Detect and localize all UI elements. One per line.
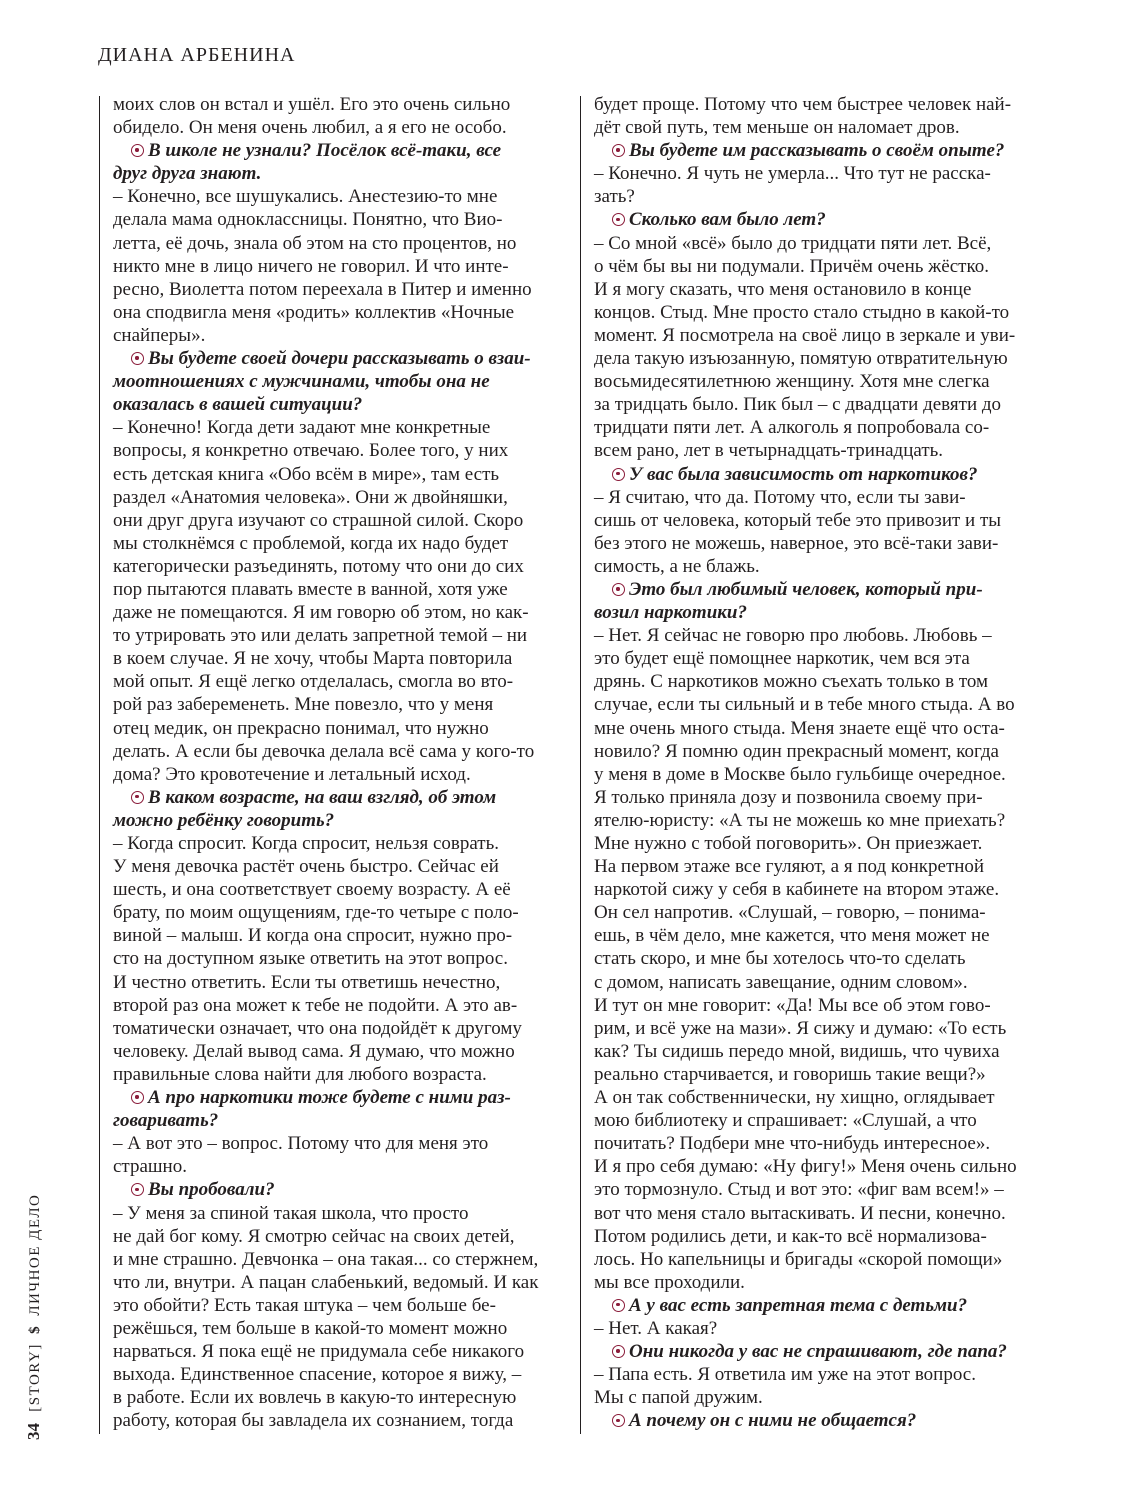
text-line — [113, 185, 565, 208]
text-line-content: возил наркотики? — [594, 602, 747, 624]
text-line-content: они друг друга изучают со страшной силой. Скоро — [113, 509, 524, 531]
text-line — [594, 439, 1046, 462]
text-line-content: дела такую изъюзанную, помятую отвратительную — [594, 348, 1008, 370]
interview-question — [594, 1409, 1046, 1432]
text-line — [594, 763, 1046, 786]
text-line — [113, 1225, 565, 1248]
text-line-content: это тормознуло. Стыд и вот это: «фиг вам всем!» – — [594, 1179, 1004, 1201]
text-line — [113, 1317, 565, 1340]
text-line — [594, 1202, 1046, 1225]
interview-question — [594, 208, 1046, 231]
text-line-content: о чём бы вы ни подумали. Причём очень жёстко. — [594, 255, 989, 277]
interview-answer — [594, 232, 1046, 463]
text-line — [113, 232, 565, 255]
text-line-content: случае, если ты сильный и в тебе много стыда. А во — [594, 694, 1015, 716]
text-line — [594, 1340, 1046, 1363]
text-line-content: – У меня за спиной такая школа, что просто — [113, 1202, 469, 1224]
text-line — [594, 370, 1046, 393]
text-line-content: никто мне в лицо ничего не говорил. И что инте- — [113, 255, 509, 277]
text-line-content: шесть, и она соответствует своему возрасту. А её — [113, 879, 511, 901]
text-line — [594, 878, 1046, 901]
text-line — [113, 947, 565, 970]
text-line-content: это будет ещё помощнее наркотик, чем вся эта — [594, 648, 970, 670]
text-line — [113, 1155, 565, 1178]
text-line-content: ресно, Виолетта потом переехала в Питер и именно — [113, 278, 532, 300]
text-line-content: мне очень много стыда. Меня знаете ещё что оста- — [594, 717, 1005, 739]
text-line-content: На первом этаже все гуляют, а я под конкретной — [594, 856, 985, 878]
text-line-content: У меня девочка растёт очень быстро. Сейчас ей — [113, 856, 499, 878]
text-line — [594, 601, 1046, 624]
interview-answer — [594, 1363, 1046, 1409]
text-line-content: брату, по моим ощущениям, где-то четыре с поло- — [113, 902, 519, 924]
text-line-content: А он так собственнически, ну хищно, оглядывает — [594, 1087, 995, 1109]
interview-question — [594, 1294, 1046, 1317]
text-line — [113, 809, 565, 832]
interview-answer — [594, 162, 1046, 208]
text-line-content: наркотой сижу у себя в кабинете на втором этаже. — [594, 879, 1000, 901]
text-line-content: концов. Стыд. Мне просто стало стыдно в какой-то — [594, 301, 1010, 323]
text-line — [113, 1063, 565, 1086]
text-line-content: Он сел напротив. «Слушай, – говорю, – понима- — [594, 902, 986, 924]
text-line — [594, 994, 1046, 1017]
text-line-content: Я только приняла дозу и позвонила своему при- — [594, 786, 983, 808]
text-line — [113, 647, 565, 670]
text-line — [113, 578, 565, 601]
text-line-content: дрянь. С наркотиков можно съехать только в том — [594, 671, 989, 693]
text-line-content: будет проще. Потому что чем быстрее человек най- — [594, 94, 1012, 115]
text-line-content: за тридцать было. Пик был – с двадцати девяти до — [594, 394, 1002, 416]
text-line — [113, 486, 565, 509]
text-line — [594, 278, 1046, 301]
text-line-content: вопросы, я конкретно отвечаю. Более того, у них — [113, 440, 509, 462]
text-line — [594, 832, 1046, 855]
text-line — [594, 1178, 1046, 1201]
text-line — [113, 439, 565, 462]
text-line-content: даже не помещаются. Я им говорю об этом, но как- — [113, 602, 529, 624]
page-sidebar — [24, 1194, 44, 1440]
text-line-content: В школе не узнали? Посёлок всё-таки, все — [148, 140, 502, 162]
text-line — [594, 232, 1046, 255]
interview-answer — [594, 486, 1046, 578]
interview-question — [113, 139, 565, 185]
text-line — [594, 1086, 1046, 1109]
text-line-content: с домом, написать завещание, одним словом». — [594, 971, 968, 993]
text-line — [594, 1040, 1046, 1063]
text-line — [594, 670, 1046, 693]
text-line — [594, 1109, 1046, 1132]
text-line-content: В каком возрасте, на ваш взгляд, об этом — [148, 786, 497, 808]
text-line-content: дёт свой путь, тем меньше он наломает дров. — [594, 117, 960, 139]
interview-answer — [113, 93, 565, 139]
text-line-content: дома? Это кровотечение и летальный исход. — [113, 763, 471, 785]
text-line — [113, 1109, 565, 1132]
text-line-content: Они никогда у вас не спрашивают, где папа? — [629, 1341, 1007, 1363]
text-line-content: Вы будете им рассказывать о своём опыте? — [629, 140, 1005, 162]
text-line — [594, 1155, 1046, 1178]
text-line — [113, 1271, 565, 1294]
text-line — [113, 1017, 565, 1040]
text-line-content: – Когда спросит. Когда спросит, нельзя соврать. — [113, 833, 500, 854]
text-line-content: в коем случае. Я не хочу, чтобы Марта повторила — [113, 648, 513, 670]
interview-answer — [113, 1132, 565, 1178]
interview-answer — [113, 185, 565, 347]
text-line-content: Вы пробовали? — [148, 1179, 275, 1201]
interview-question — [594, 1340, 1046, 1363]
text-line-content: и мне страшно. Девчонка – она такая... со стержнем, — [113, 1248, 539, 1270]
text-line — [113, 393, 565, 416]
text-line — [113, 301, 565, 324]
text-line-content: Это был любимый человек, который при- — [629, 578, 983, 600]
text-line-content: новило? Я помню один прекрасный момент, когда — [594, 740, 999, 762]
text-line-content: И честно ответить. Если ты ответишь нечестно, — [113, 971, 501, 993]
text-line — [594, 393, 1046, 416]
text-line-content: – Нет. А какая? — [594, 1317, 718, 1339]
text-line-content: нарваться. Я пока ещё не придумала себе никакого — [113, 1341, 525, 1363]
text-line — [113, 1340, 565, 1363]
section-label: [STORY] — [27, 1343, 43, 1412]
text-line — [594, 786, 1046, 809]
text-line — [113, 855, 565, 878]
text-line — [113, 971, 565, 994]
text-line — [594, 855, 1046, 878]
text-line — [594, 208, 1046, 231]
text-line — [113, 1132, 565, 1155]
text-line — [113, 1363, 565, 1386]
text-line-content: виной – малыш. И когда она спросит, нужно про- — [113, 925, 513, 947]
text-line — [594, 971, 1046, 994]
interview-answer — [594, 1317, 1046, 1340]
text-line — [113, 116, 565, 139]
text-line — [594, 162, 1046, 185]
rubric-label: ЛИЧНОЕ ДЕЛО — [27, 1193, 43, 1316]
text-line — [113, 463, 565, 486]
text-line-content: И я могу сказать, что меня остановило в конце — [594, 278, 972, 300]
text-line-content: говаривать? — [113, 1110, 219, 1132]
text-line — [113, 1086, 565, 1109]
text-line-content: работу, которая бы завладела их сознанием, тогда — [113, 1410, 514, 1432]
interview-question — [113, 1086, 565, 1132]
text-line-content: категорически разъединять, потому что они до сих — [113, 555, 524, 577]
question-bullet-icon — [131, 1183, 144, 1196]
text-line-content: – Папа есть. Я ответила им уже на этот вопрос. — [594, 1364, 976, 1386]
text-line — [594, 924, 1046, 947]
page-number: 34 — [24, 1423, 43, 1440]
text-line — [594, 947, 1046, 970]
text-line-content: лось. Но капельницы и бригады «скорой помощи» — [594, 1248, 1003, 1270]
text-line — [113, 208, 565, 231]
text-line — [113, 901, 565, 924]
text-line — [113, 278, 565, 301]
text-line-content: друг друга знают. — [113, 163, 262, 185]
text-line — [594, 1271, 1046, 1294]
text-line-content: – Конечно, все шушукались. Анестезию-то мне — [113, 186, 498, 208]
text-line — [594, 301, 1046, 324]
text-line — [113, 93, 565, 116]
text-line — [113, 255, 565, 278]
text-line — [594, 1409, 1046, 1432]
text-line-content: летта, её дочь, знала об этом на сто процентов, но — [113, 232, 517, 254]
text-line — [113, 786, 565, 809]
text-line — [113, 139, 565, 162]
text-line-content: мы все проходили. — [594, 1271, 745, 1293]
question-bullet-icon — [612, 1345, 625, 1358]
text-line — [113, 1040, 565, 1063]
text-line — [594, 1017, 1046, 1040]
text-line-content: в работе. Если их вовлечь в какую-то интересную — [113, 1387, 517, 1409]
interview-question — [113, 1178, 565, 1201]
text-line — [594, 901, 1046, 924]
right-text-column — [594, 93, 1046, 1432]
separator-glyph: $ — [27, 1324, 43, 1334]
text-line-content: ешь, в чём дело, мне кажется, что меня может не — [594, 925, 990, 947]
text-line-content: – Я считаю, что да. Потому что, если ты зави- — [594, 486, 966, 508]
text-line — [594, 555, 1046, 578]
column-divider-rule — [580, 96, 581, 1434]
text-line — [113, 1386, 565, 1409]
left-text-column — [113, 93, 565, 1432]
text-line-content: выхода. Единственное спасение, которое я вижу, – — [113, 1364, 522, 1386]
text-line — [113, 924, 565, 947]
text-line-content: как? Ты сидишь передо мной, видишь, что чувиха — [594, 1040, 1000, 1062]
text-line — [113, 763, 565, 786]
text-line-content: восьмидесятилетнюю женщину. Хотя мне слегка — [594, 371, 990, 393]
text-line-content: раздел «Анатомия человека». Они ж двойняшки, — [113, 486, 508, 508]
text-line-content: – А вот это – вопрос. Потому что для меня это — [113, 1133, 489, 1155]
text-line-content: вот что меня стало вытаскивать. И песни, конечно. — [594, 1202, 1006, 1224]
question-bullet-icon — [612, 468, 625, 481]
text-line-content: Мне нужно с тобой поговорить». Он приезжает. — [594, 833, 983, 854]
text-line — [113, 1409, 565, 1432]
interview-answer — [594, 93, 1046, 139]
text-line — [113, 1294, 565, 1317]
text-line — [594, 693, 1046, 716]
question-bullet-icon — [131, 791, 144, 804]
text-line-content: А почему он с ними не общается? — [629, 1410, 917, 1432]
question-bullet-icon — [612, 583, 625, 596]
text-line-content: делала мама одноклассницы. Понятно, что Вио- — [113, 209, 503, 231]
text-line-content: режёшься, тем больше в какой-то момент можно — [113, 1317, 508, 1339]
left-column-rule — [99, 96, 100, 1434]
text-line-content: второй раз она может к тебе не подойти. А это ав- — [113, 994, 518, 1016]
text-line — [594, 647, 1046, 670]
text-line-content: она сподвигла меня «родить» коллектив «Ночные — [113, 301, 515, 323]
text-line-content: А про наркотики тоже будете с ними раз- — [148, 1087, 511, 1109]
text-line-content: Сколько вам было лет? — [629, 209, 826, 231]
interview-question — [594, 578, 1046, 624]
text-line — [594, 624, 1046, 647]
interview-question — [594, 463, 1046, 486]
question-bullet-icon — [612, 1414, 625, 1427]
text-line-content: тридцати пяти лет. А алкоголь я попробовала со- — [594, 417, 990, 439]
text-line-content: мою библиотеку и спрашивает: «Слушай, а что — [594, 1110, 977, 1132]
question-bullet-icon — [131, 1091, 144, 1104]
text-line-content: моих слов он встал и ушёл. Его это очень сильно — [113, 94, 511, 115]
text-line-content: мы столкнёмся с проблемой, когда их надо будет — [113, 532, 509, 554]
text-line-content: ятелю-юристу: «А ты не можешь ко мне приехать? — [594, 809, 1006, 831]
text-line — [594, 1225, 1046, 1248]
text-line-content: Мы с папой дружим. — [594, 1387, 763, 1409]
text-line — [113, 416, 565, 439]
interview-answer — [113, 1202, 565, 1433]
text-line — [594, 1248, 1046, 1271]
text-line-content: обидело. Он меня очень любил, а я его не особо. — [113, 117, 507, 139]
text-line — [594, 139, 1046, 162]
text-line-content: у меня в доме в Москве было гульбище очередное. — [594, 763, 1006, 785]
text-line — [594, 809, 1046, 832]
text-line — [594, 717, 1046, 740]
text-line-content: сишь от человека, который тебе это привозит и ты — [594, 509, 1002, 531]
text-line — [113, 693, 565, 716]
text-line-content: зать? — [594, 186, 635, 208]
text-line-content: – Со мной «всё» было до тридцати пяти лет. Всё, — [594, 232, 992, 254]
text-line-content: – Конечно. Я чуть не умерла... Что тут не расска- — [594, 163, 991, 185]
text-line — [594, 578, 1046, 601]
text-line-content: рой раз забеременеть. Мне повезло, что у меня — [113, 694, 494, 716]
text-line-content: А у вас есть запретная тема с детьми? — [629, 1294, 968, 1316]
text-line-content: момент. Я посмотрела на своё лицо в зеркале и уви- — [594, 324, 1016, 346]
text-line-content: не дай бог кому. Я смотрю сейчас на своих детей, — [113, 1225, 515, 1247]
text-line — [113, 509, 565, 532]
text-line-content: есть детская книга «Обо всём в мире», там есть — [113, 463, 500, 485]
text-line-content: стать скоро, и мне бы хотелось что-то сделать — [594, 948, 966, 970]
text-line — [594, 1294, 1046, 1317]
text-line-content: И я про себя думаю: «Ну фигу!» Меня очень сильно — [594, 1156, 1017, 1178]
text-line — [113, 347, 565, 370]
text-line-content: человеку. Делай вывод сама. Я думаю, что можно — [113, 1040, 515, 1062]
text-line-content: страшно. — [113, 1156, 187, 1178]
text-line — [113, 1248, 565, 1271]
text-line — [594, 93, 1046, 116]
interview-question — [594, 139, 1046, 162]
text-line-content: моотношениях с мужчинами, чтобы она не — [113, 371, 490, 393]
text-line — [594, 1363, 1046, 1386]
text-line-content: что ли, внутри. А пацан слабенький, ведомый. И как — [113, 1271, 539, 1293]
text-line — [113, 555, 565, 578]
text-line — [594, 486, 1046, 509]
text-line-content: делать. А если бы девочка делала всё сама у кого-то — [113, 740, 535, 762]
text-line-content: И тут он мне говорит: «Да! Мы все об этом гово- — [594, 994, 991, 1016]
text-line — [594, 509, 1046, 532]
text-line — [113, 370, 565, 393]
text-line — [113, 740, 565, 763]
text-line-content: без этого не можешь, наверное, это всё-таки зави- — [594, 532, 999, 554]
text-line-content: – Конечно! Когда дети задают мне конкретные — [113, 417, 491, 439]
question-bullet-icon — [612, 144, 625, 157]
text-line-content: Потом родились дети, и как-то всё нормализова- — [594, 1225, 987, 1247]
text-line-content: почитать? Подбери мне что-нибудь интересное». — [594, 1133, 991, 1155]
text-line — [113, 717, 565, 740]
text-line — [113, 878, 565, 901]
interview-answer — [113, 416, 565, 786]
text-line — [113, 324, 565, 347]
text-line — [113, 670, 565, 693]
text-line-content: оказалась в вашей ситуации? — [113, 394, 363, 416]
text-line-content: мой опыт. Я ещё легко отделалась, смогла во вто- — [113, 671, 514, 693]
text-line — [113, 601, 565, 624]
interview-answer — [113, 832, 565, 1086]
text-line-content: можно ребёнку говорить? — [113, 809, 335, 831]
text-line — [594, 255, 1046, 278]
text-line-content: пор пытаются плавать вместе в ванной, хотя уже — [113, 578, 508, 600]
text-line-content: У вас была зависимость от наркотиков? — [629, 463, 978, 485]
text-line — [113, 994, 565, 1017]
text-line — [113, 1178, 565, 1201]
text-line — [594, 1386, 1046, 1409]
text-line-content: правильные слова найти для любого возраста. — [113, 1063, 487, 1085]
text-line — [594, 347, 1046, 370]
text-line — [594, 532, 1046, 555]
text-line — [113, 162, 565, 185]
article-header: ДИАНА АРБЕНИНА — [98, 44, 296, 66]
interview-question — [113, 786, 565, 832]
text-line-content: Вы будете своей дочери рассказывать о взаи- — [148, 348, 531, 370]
text-line — [594, 416, 1046, 439]
text-line — [594, 1132, 1046, 1155]
text-line-content: сто на доступном языке ответить на этот вопрос. — [113, 948, 508, 970]
text-line-content: снайперы». — [113, 324, 206, 346]
text-line — [594, 1317, 1046, 1340]
interview-answer — [594, 624, 1046, 1294]
text-line — [594, 740, 1046, 763]
text-line — [594, 324, 1046, 347]
text-line-content: рим, и всё уже на мази». Я сижу и думаю: «То есть — [594, 1017, 1007, 1039]
text-line — [113, 1202, 565, 1225]
question-bullet-icon — [131, 352, 144, 365]
text-line — [113, 624, 565, 647]
text-line — [113, 532, 565, 555]
text-line-content: всем рано, лет в четырнадцать-тринадцать. — [594, 440, 944, 462]
interview-question — [113, 347, 565, 416]
text-line-content: отец медик, он прекрасно понимал, что нужно — [113, 717, 489, 739]
text-line-content: то утрировать это или делать запретной темой – ни — [113, 625, 528, 647]
text-line — [594, 463, 1046, 486]
text-line — [594, 1063, 1046, 1086]
text-line-content: это обойти? Есть такая штука – чем больше бе- — [113, 1294, 496, 1316]
question-bullet-icon — [612, 213, 625, 226]
text-line — [594, 116, 1046, 139]
text-line-content: симость, а не блажь. — [594, 555, 760, 577]
question-bullet-icon — [612, 1299, 625, 1312]
question-bullet-icon — [131, 144, 144, 157]
text-line-content: – Нет. Я сейчас не говорю про любовь. Любовь – — [594, 625, 992, 647]
text-line — [594, 185, 1046, 208]
text-line-content: реально старчивается, и говоришь такие вещи?» — [594, 1063, 986, 1085]
text-line-content: томатически означает, что она подойдёт к другому — [113, 1017, 522, 1039]
text-line — [113, 832, 565, 855]
